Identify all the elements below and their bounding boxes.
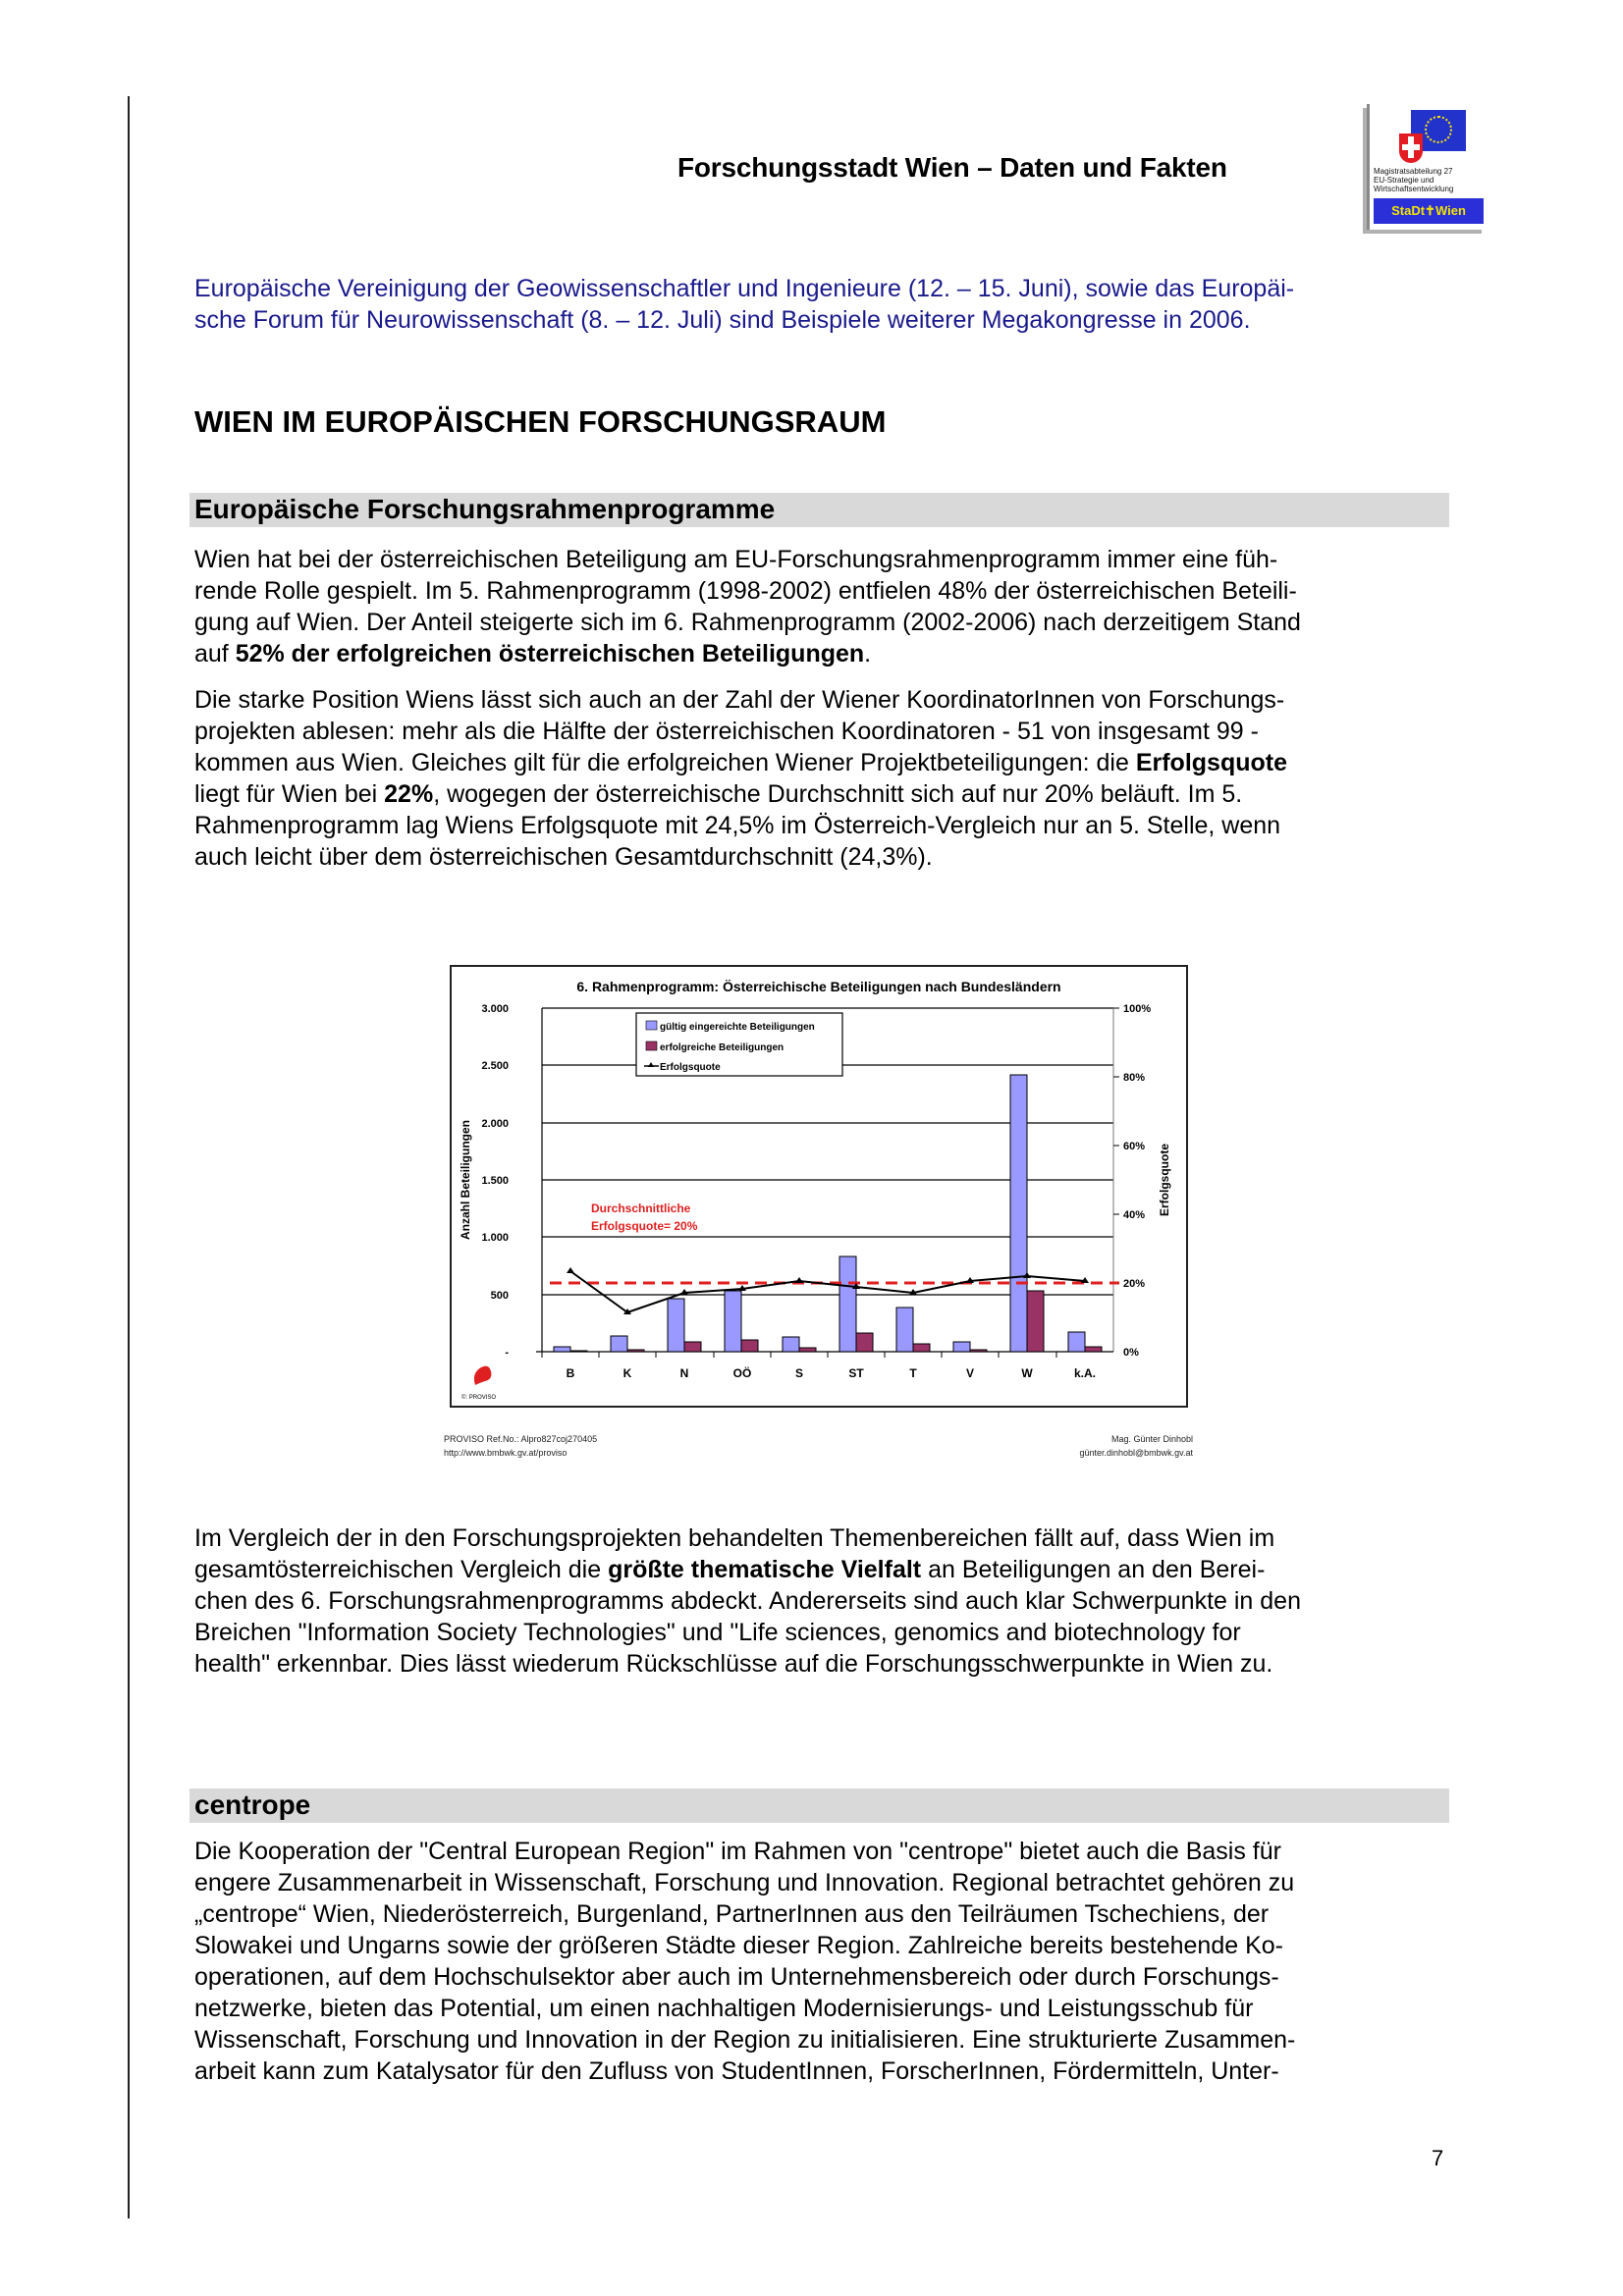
section-heading: centrope xyxy=(194,1789,311,1820)
svg-text:©: PROVISO: ©: PROVISO xyxy=(461,1395,497,1401)
text-run: an Beteiligungen an den Berei- xyxy=(921,1556,1266,1583)
svg-text:1.500: 1.500 xyxy=(481,1175,509,1187)
text-line: chen des 6. Forschungsrahmenprogramms abdeckt. Andererseits sind auch klar Schwerpunkte in den xyxy=(194,1587,1301,1615)
svg-text:W: W xyxy=(1021,1366,1033,1380)
text-line: rende Rolle gespielt. Im 5. Rahmenprogramm (1998-2002) entfielen 48% der österreichischen Beteili- xyxy=(194,577,1297,605)
source-url: http://www.bmbwk.gv.at/proviso xyxy=(444,1448,568,1458)
proviso-logo-icon xyxy=(461,1366,496,1401)
source-author: Mag. Günter Dinhobl xyxy=(1110,1434,1193,1444)
y2-tick-marks xyxy=(1113,1008,1119,1283)
text-line: Die Kooperation der "Central European Region" im Rahmen von "centrope" bietet auch die Basis für xyxy=(194,1838,1281,1865)
legend-label: Erfolgsquote xyxy=(660,1062,721,1073)
paragraph-coordinators xyxy=(194,684,1451,873)
svg-text:2.500: 2.500 xyxy=(481,1060,509,1072)
source-ref: PROVISO Ref.No.: Alpro827coj270405 xyxy=(444,1434,598,1444)
bold-text: größte thematische Vielfalt xyxy=(608,1556,922,1583)
svg-text:40%: 40% xyxy=(1123,1209,1146,1221)
logo-text-line: EU-Strategie und xyxy=(1374,176,1434,185)
svg-text:K: K xyxy=(622,1366,632,1380)
text-line: Die starke Position Wiens lässt sich auch an der Zahl der Wiener KoordinatorInnen von Forschungs- xyxy=(194,686,1285,714)
svg-text:1.000: 1.000 xyxy=(481,1232,509,1244)
text-line: Slowakei und Ungarns sowie der größeren Städte dieser Region. Zahlreiche bereits bestehende Ko- xyxy=(194,1932,1283,1959)
y2-axis-label: Erfolgsquote xyxy=(1158,1144,1171,1216)
text-line: Europäische Vereinigung der Geowissenschaftler und Ingenieure (12. – 15. Juni), sowie das Europäi- xyxy=(194,275,1295,302)
text-run: kommen aus Wien. Gleiches gilt für die erfolgreichen Wiener Projektbeteiligungen: die xyxy=(194,749,1136,776)
svg-text:100%: 100% xyxy=(1123,1003,1152,1015)
svg-text:20%: 20% xyxy=(1123,1278,1146,1290)
text-line: arbeit kann zum Katalysator für den Zufluss von StudentInnen, ForscherInnen, Fördermitteln, Unter- xyxy=(194,2057,1279,2085)
text-run: , wogegen der österreichische Durchschnitt sich auf nur 20% beläuft. Im 5. xyxy=(433,780,1243,808)
svg-text:500: 500 xyxy=(490,1290,509,1302)
svg-text:-: - xyxy=(505,1347,509,1359)
legend-label: erfolgreiche Beteiligungen xyxy=(660,1042,784,1053)
svg-text:0%: 0% xyxy=(1123,1347,1139,1359)
page-header-title: Forschungsstadt Wien – Daten und Fakten xyxy=(677,152,1227,183)
text-line: gung auf Wien. Der Anteil steigerte sich im 6. Rahmenprogramm (2002-2006) nach derzeitigem Stand xyxy=(194,609,1301,636)
svg-text:k.A.: k.A. xyxy=(1073,1366,1097,1380)
text-run: gesamtösterreichischen Vergleich die xyxy=(194,1556,609,1583)
paragraph-fp-participation xyxy=(194,544,1451,669)
eu-stars-icon xyxy=(1425,116,1452,143)
text-line xyxy=(194,1554,1451,1585)
paragraph-centrope xyxy=(194,1836,1451,2087)
svg-text:Durchschnittliche: Durchschnittliche xyxy=(591,1201,691,1215)
y-tick-labels xyxy=(481,1003,509,1359)
bar-chart-fp6-participation xyxy=(450,965,1188,1408)
svg-text:OÖ: OÖ xyxy=(732,1366,752,1380)
svg-text:V: V xyxy=(965,1366,975,1380)
text-line: sche Forum für Neurowissenschaft (8. – 12. Juli) sind Beispiele weiterer Megakongresse in 2006. xyxy=(194,306,1251,334)
svg-text:80%: 80% xyxy=(1123,1072,1146,1084)
main-heading: WIEN IM EUROPÄISCHEN FORSCHUNGSRAUM xyxy=(194,404,887,439)
bold-text: 22% xyxy=(384,780,434,808)
svg-text:3.000: 3.000 xyxy=(481,1003,509,1015)
paragraph-thematic-diversity xyxy=(194,1522,1451,1680)
svg-text:B: B xyxy=(566,1366,575,1380)
y2-tick-labels xyxy=(1123,1003,1151,1359)
text-run: . xyxy=(864,640,872,667)
text-line: Wien hat bei der österreichischen Beteiligung am EU-Forschungsrahmenprogramm immer eine füh- xyxy=(194,546,1278,573)
intro-paragraph xyxy=(194,273,1451,336)
svg-text:ST: ST xyxy=(848,1366,864,1380)
success-rate-line xyxy=(570,1271,1085,1312)
text-line: projekten ablesen: mehr als die Hälfte der österreichischen Koordinatoren - 51 von insgesamt 99 - xyxy=(194,718,1259,745)
text-line: engere Zusammenarbeit in Wissenschaft, Forschung und Innovation. Regional betrachtet gehören zu xyxy=(194,1869,1295,1896)
text-line xyxy=(194,778,1451,810)
text-line: health" erkennbar. Dies lässt wiederum Rückschlüsse auf die Forschungsschwerpunkte in Wien zu. xyxy=(194,1650,1273,1678)
x-tick-marks xyxy=(542,1352,1056,1358)
bold-text: Erfolgsquote xyxy=(1135,749,1287,776)
svg-text:T: T xyxy=(909,1366,917,1380)
text-line: Wissenschaft, Forschung und Innovation in der Region zu initialisieren. Eine strukturierte Zusammen- xyxy=(194,2026,1296,2054)
text-run: auf xyxy=(194,640,236,667)
logo-text-line: Magistratsabteilung 27 xyxy=(1374,167,1453,176)
svg-text:2.000: 2.000 xyxy=(481,1118,509,1130)
logo-text-line: Wirtschaftsentwicklung xyxy=(1374,185,1454,193)
left-margin-rule xyxy=(128,96,130,2218)
text-line: „centrope“ Wien, Niederösterreich, Burgenland, PartnerInnen aus den Teilräumen Tschechiens, der xyxy=(194,1900,1270,1928)
text-line: Im Vergleich der in den Forschungsprojekten behandelten Themenbereichen fällt auf, dass Wien im xyxy=(194,1524,1275,1552)
text-line xyxy=(194,638,1451,669)
y-axis-label: Anzahl Beteiligungen xyxy=(459,1119,472,1241)
chart-source-left xyxy=(444,1432,597,1460)
text-line: auch leicht über dem österreichischen Gesamtdurchschnitt (24,3%). xyxy=(194,843,933,871)
chart-legend xyxy=(636,1013,842,1076)
text-line: operationen, auf dem Hochschulsektor aber auch im Unternehmensbereich oder durch Forschungs- xyxy=(194,1963,1279,1991)
average-annotation xyxy=(591,1201,698,1233)
stadt-wien-band: StaDt✝Wien xyxy=(1374,198,1484,224)
page-number: 7 xyxy=(1432,2146,1444,2170)
text-line: Rahmenprogramm lag Wiens Erfolgsquote mit 24,5% im Österreich-Vergleich nur an 5. Stelle, wenn xyxy=(194,812,1281,839)
chart-source-right xyxy=(992,1432,1193,1460)
text-run: liegt für Wien bei xyxy=(194,780,385,808)
svg-text:N: N xyxy=(679,1366,689,1380)
section-heading-bar xyxy=(189,1789,1449,1823)
logo-text xyxy=(1374,167,1484,193)
svg-text:S: S xyxy=(794,1366,804,1380)
bold-text: 52% der erfolgreichen österreichischen Beteiligungen xyxy=(235,640,865,667)
text-line: netzwerke, bieten das Potential, um einen nachhaltigen Modernisierungs- und Leistungsschub für xyxy=(194,1995,1254,2022)
section-heading: Europäische Forschungsrahmenprogramme xyxy=(194,494,776,524)
svg-text:60%: 60% xyxy=(1123,1141,1146,1152)
chart-svg xyxy=(452,967,1186,1406)
legend-label: gültig eingereichte Beteiligungen xyxy=(660,1022,815,1033)
source-email: günter.dinhobl@bmbwk.gv.at xyxy=(1079,1448,1193,1458)
ma27-stadt-wien-logo xyxy=(1367,104,1486,230)
section-heading-bar xyxy=(189,493,1449,527)
text-line: Breichen "Information Society Technologies" und "Life sciences, genomics and biotechnology for xyxy=(194,1619,1241,1646)
vienna-shield-icon xyxy=(1399,133,1423,163)
text-line xyxy=(194,747,1451,778)
chart-title: 6. Rahmenprogramm: Österreichische Beteiligungen nach Bundesländern xyxy=(576,979,1061,994)
svg-text:Erfolgsquote= 20%: Erfolgsquote= 20% xyxy=(591,1219,698,1233)
x-tick-labels xyxy=(567,1365,1096,1380)
